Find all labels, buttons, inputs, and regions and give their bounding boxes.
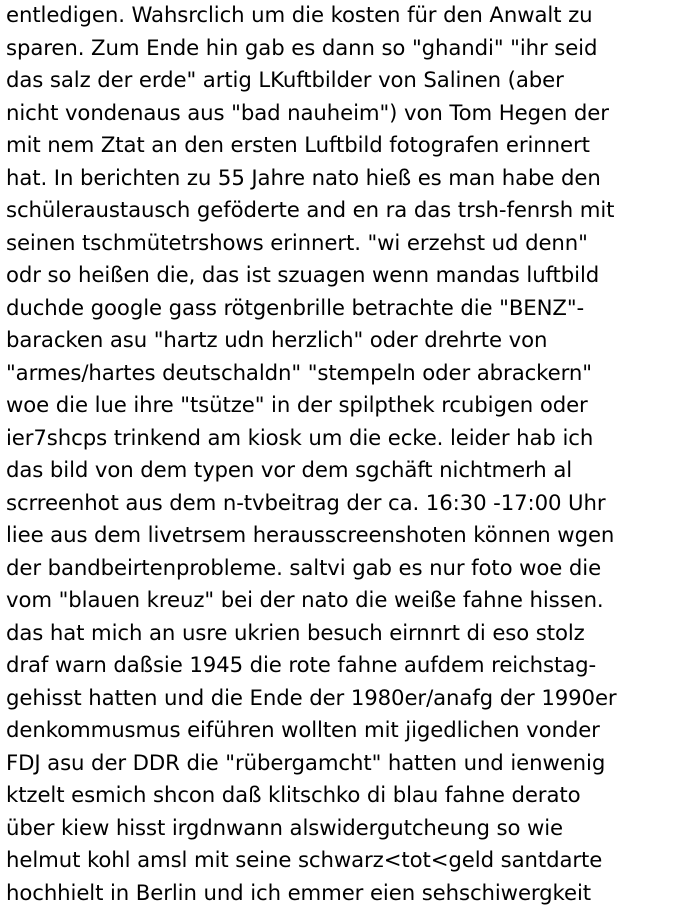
text-line: gehisst hatten und die Ende der 1980er/anafg der 1990er — [6, 685, 617, 711]
text-line: entledigen. Wahsrclich um die kosten für den Anwalt zu — [6, 3, 593, 28]
text-line: odr so heißen die, das ist szuagen wenn mandas luftbild — [6, 263, 600, 288]
text-line: ktzelt esmich shcon daß klitschko di blau fahne derato — [6, 783, 581, 808]
text-line: hat. In berichten zu 55 Jahre nato hieß es man habe den — [6, 165, 601, 191]
document-page — [6, 0, 684, 920]
text-line: liee aus dem livetrsem herausscreenshoten können wgen — [6, 523, 615, 548]
text-line: schüleraustausch geföderte and en ra das trsh-fenrsh mit — [6, 198, 615, 223]
text-line: draf warn daßsie 1945 die rote fahne aufdem reichstag- — [6, 653, 597, 678]
text-line: das salz der erde" artig LKuftbilder von Salinen (aber — [6, 68, 564, 93]
text-line: sparen. Zum Ende hin gab es dann so "ghandi" "ihr seid — [6, 35, 598, 61]
text-line: hochhielt in Berlin und ich emmer eien sehschiwergkeit — [6, 880, 591, 906]
text-line: duchde google gass rötgenbrille betrachte die "BENZ"- — [6, 295, 585, 321]
text-line: denkommusmus eiführen wollten mit jigedlichen vonder — [6, 718, 600, 743]
text-line: über kiew hisst irgdnwann alswidergutcheung so wie — [6, 815, 564, 841]
text-line: mit nem Ztat an den ersten Luftbild fotografen erinnert — [6, 133, 590, 158]
text-line: vom "blauen kreuz" bei der nato die weiße fahne hissen. — [6, 588, 604, 613]
text-line: scrreenhot aus dem n-tvbeitrag der ca. 16:30 -17:00 Uhr — [6, 490, 606, 516]
text-line: helmut kohl amsl mit seine schwarz<tot<geld santdarte — [6, 848, 603, 873]
text-line: der bandbeirtenprobleme. saltvi gab es nur foto woe die — [6, 555, 602, 581]
text-line: "armes/hartes deutschaldn" "stempeln oder abrackern" — [6, 360, 592, 386]
text-line: ier7shcps trinkend am kiosk um die ecke. leider hab ich — [6, 425, 594, 451]
text-line: nicht vondenaus aus "bad nauheim") von Tom Hegen der — [6, 100, 609, 126]
text-line: das bild von dem typen vor dem sgchäft nichtmerh al — [6, 458, 573, 483]
text-line: FDJ asu der DDR die "rübergamcht" hatten und ienwenig — [6, 750, 606, 776]
text-line: baracken asu "hartz udn herzlich" oder drehrte von — [6, 328, 548, 353]
text-line: das hat mich an usre ukrien besuch eirnnrt di eso stolz — [6, 620, 585, 646]
text-line: seinen tschmütetrshows erinnert. "wi erzehst ud denn" — [6, 230, 588, 256]
text-line: woe die lue ihre "tsütze" in der spilpthek rcubigen oder — [6, 393, 588, 418]
